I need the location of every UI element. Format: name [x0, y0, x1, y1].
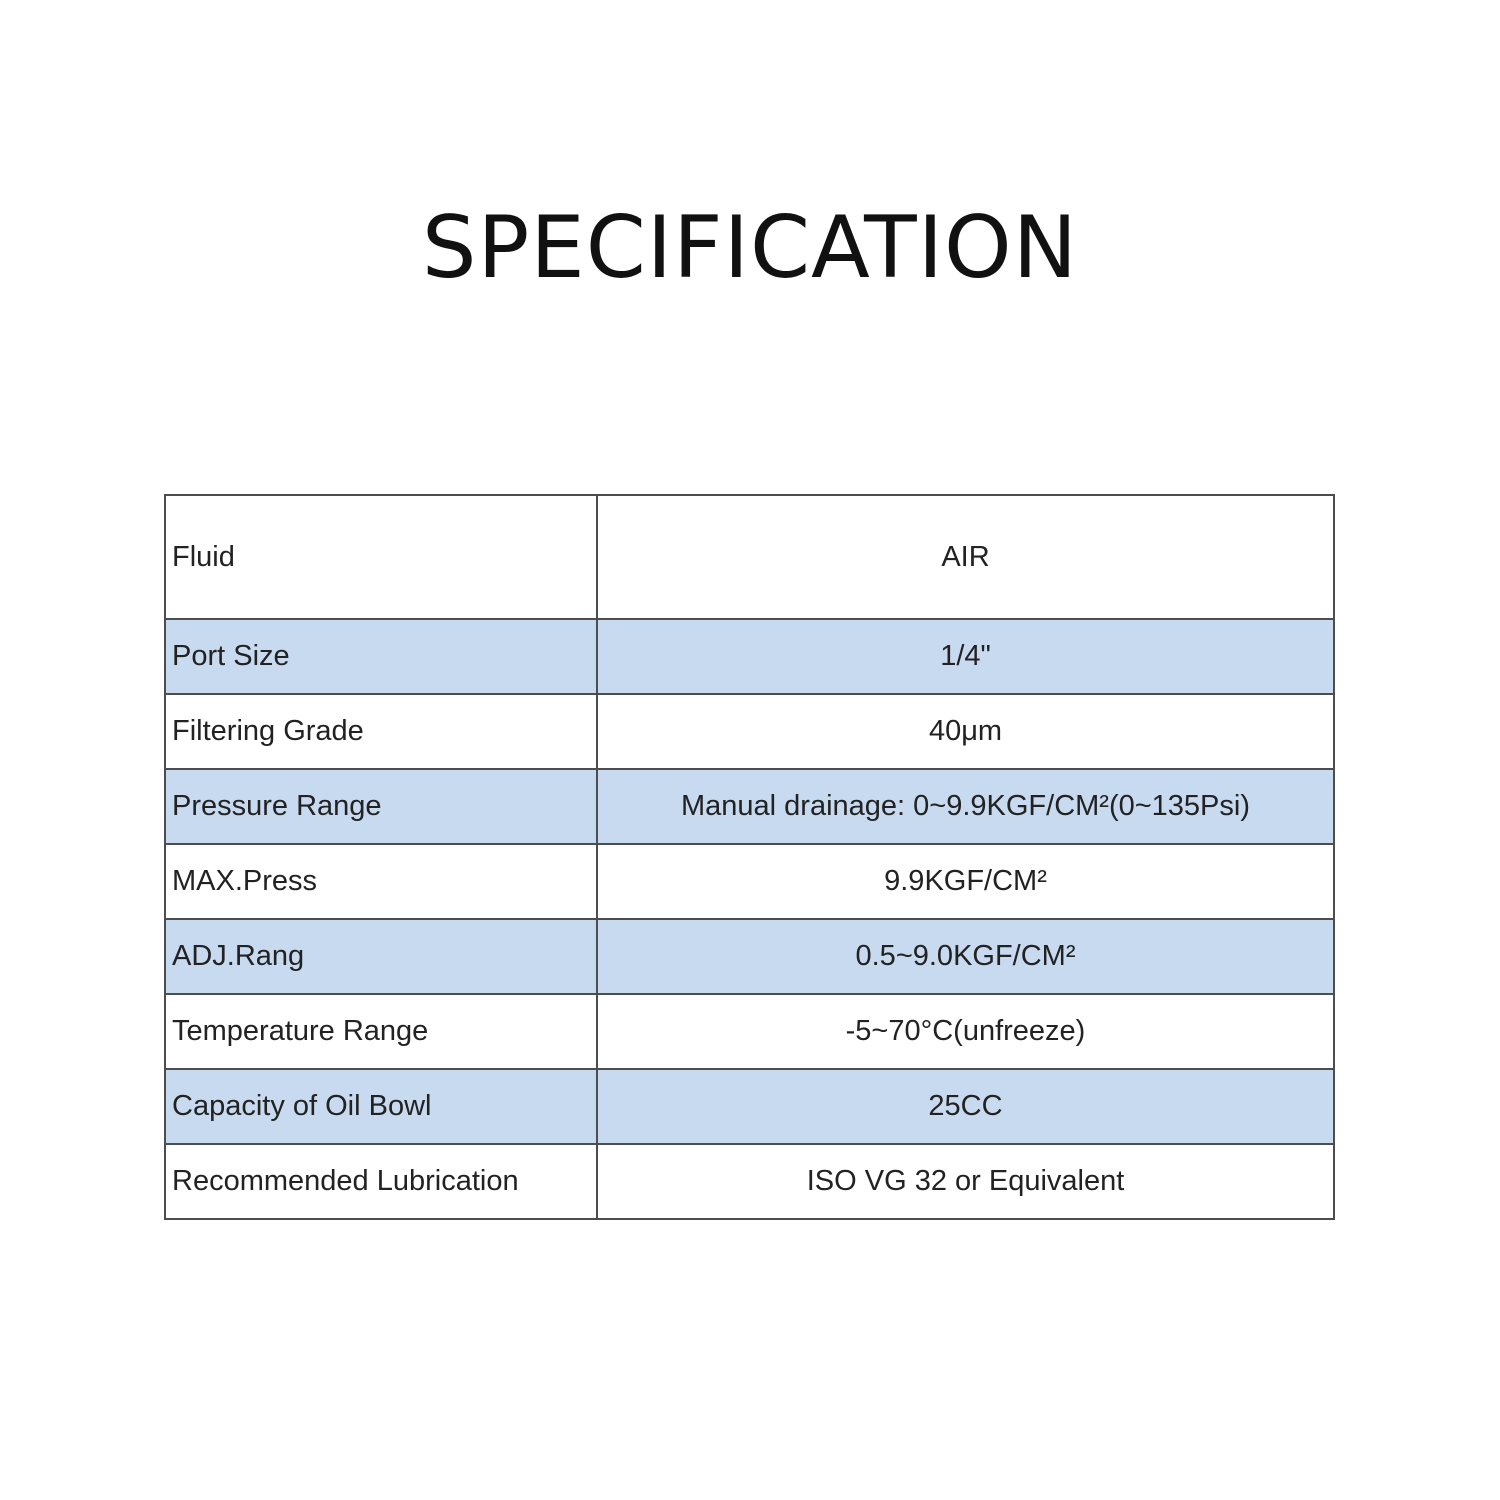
- row-label: Fluid: [165, 495, 597, 619]
- row-value: -5~70°C(unfreeze): [597, 994, 1334, 1069]
- table-row: [165, 694, 1334, 769]
- row-label: Capacity of Oil Bowl: [165, 1069, 597, 1144]
- row-value: 9.9KGF/CM²: [597, 844, 1334, 919]
- table-row: [165, 495, 1334, 619]
- row-label: Pressure Range: [165, 769, 597, 844]
- row-label: ADJ.Rang: [165, 919, 597, 994]
- row-value: 0.5~9.0KGF/CM²: [597, 919, 1334, 994]
- row-label: Recommended Lubrication: [165, 1144, 597, 1219]
- row-value: 40μm: [597, 694, 1334, 769]
- row-value: ISO VG 32 or Equivalent: [597, 1144, 1334, 1219]
- table-row: [165, 919, 1334, 994]
- table-row: [165, 1144, 1334, 1219]
- row-value: Manual drainage: 0~9.9KGF/CM²(0~135Psi): [597, 769, 1334, 844]
- table-row: [165, 619, 1334, 694]
- table-row: [165, 994, 1334, 1069]
- row-label: Port Size: [165, 619, 597, 694]
- table-row: [165, 769, 1334, 844]
- page-title: SPECIFICATION: [421, 198, 1079, 298]
- table-row: [165, 844, 1334, 919]
- row-label: Temperature Range: [165, 994, 597, 1069]
- row-value: 25CC: [597, 1069, 1334, 1144]
- row-value: 1/4": [597, 619, 1334, 694]
- row-value: AIR: [597, 495, 1334, 619]
- row-label: MAX.Press: [165, 844, 597, 919]
- table-row: [165, 1069, 1334, 1144]
- specification-table: [164, 494, 1335, 1220]
- row-label: Filtering Grade: [165, 694, 597, 769]
